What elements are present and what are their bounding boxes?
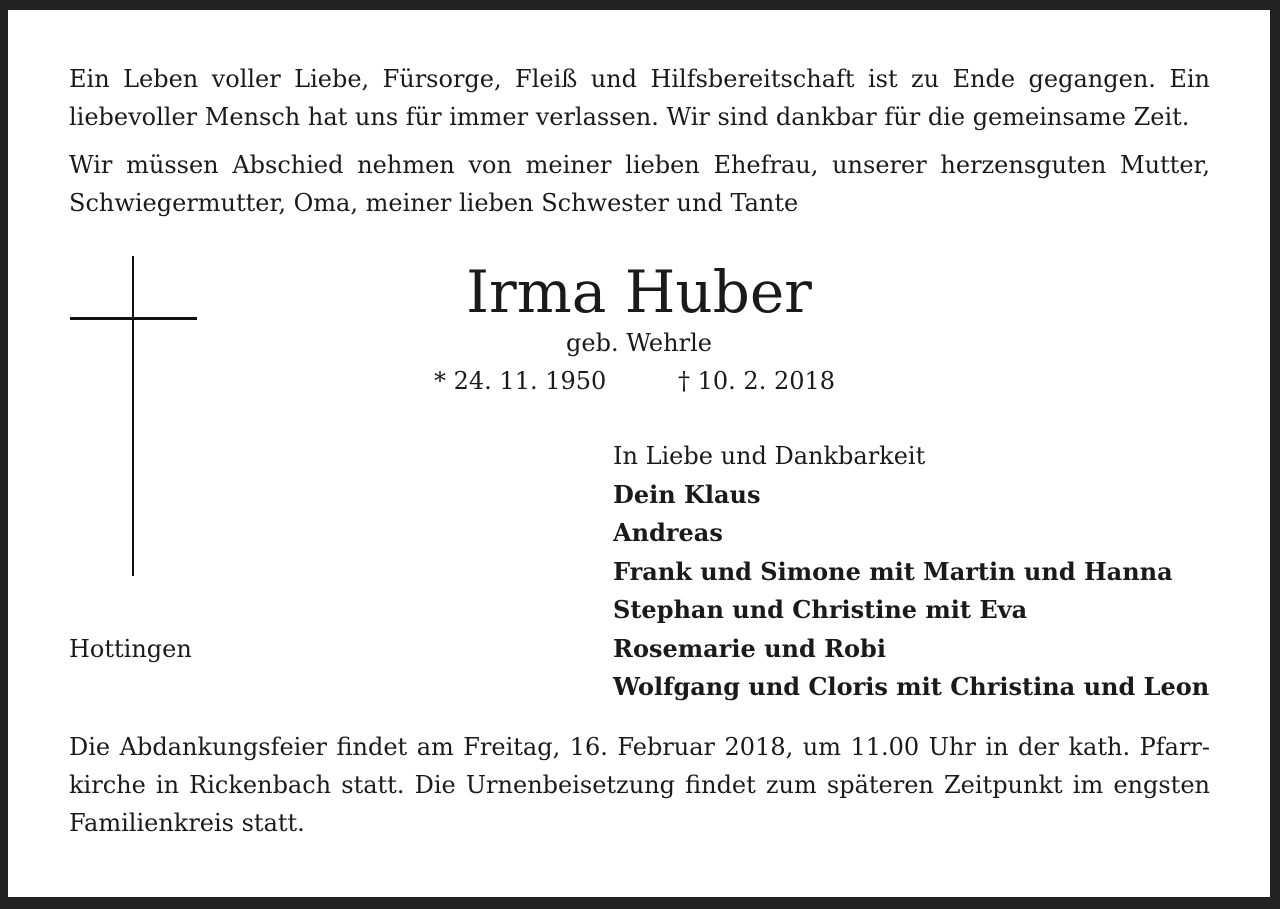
farewell-paragraph: Wir müssen Abschied nehmen von meiner lieben Ehefrau, unserer herzensguten Mutter, Schwiegermutter, Oma, meiner lieben Schwester und Tante [69,151,1210,217]
ceremony-paragraph: Die Abdankungsfeier findet am Freitag, 16. Februar 2018, um 11.00 Uhr in der kath. Pfarrkirche in Rickenbach statt. Die Urnenbeisetzung findet zum späteren Zeitpunkt im engsten Familienkreis statt. [69,733,1210,837]
mourners-block [613,437,1209,707]
cross-vertical-bar [132,256,134,576]
mourner-name: Dein Klaus [613,479,761,509]
mourner-name: Wolfgang und Cloris mit Christina und Leon [613,672,1210,701]
intro-paragraph: Ein Leben voller Liebe, Fürsorge, Fleiß und Hilfsbereitschaft ist zu Ende gegangen. Ein liebevoller Mensch hat uns für immer verlassen. Wir sind dankbar für die gemeinsame Zeit. [69,65,1210,131]
mourner-name: Andreas [613,518,723,547]
birth-name: geb. Wehrle [566,329,712,357]
obituary-notice [8,10,1270,897]
birth-date: * 24. 11. 1950 [434,367,607,395]
deceased-name: Irma Huber [466,258,812,326]
mourner-name: Frank und Simone mit Martin und Hanna [613,556,1173,586]
mourners-intro: In Liebe und Dankbarkeit [613,442,926,470]
place-name: Hottingen [69,635,192,663]
mourner-name: Rosemarie und Robi [613,633,886,663]
mourner-name: Stephan und Christine mit Eva [613,595,1028,624]
cross-horizontal-bar [70,317,197,320]
death-date: † 10. 2. 2018 [678,367,836,395]
